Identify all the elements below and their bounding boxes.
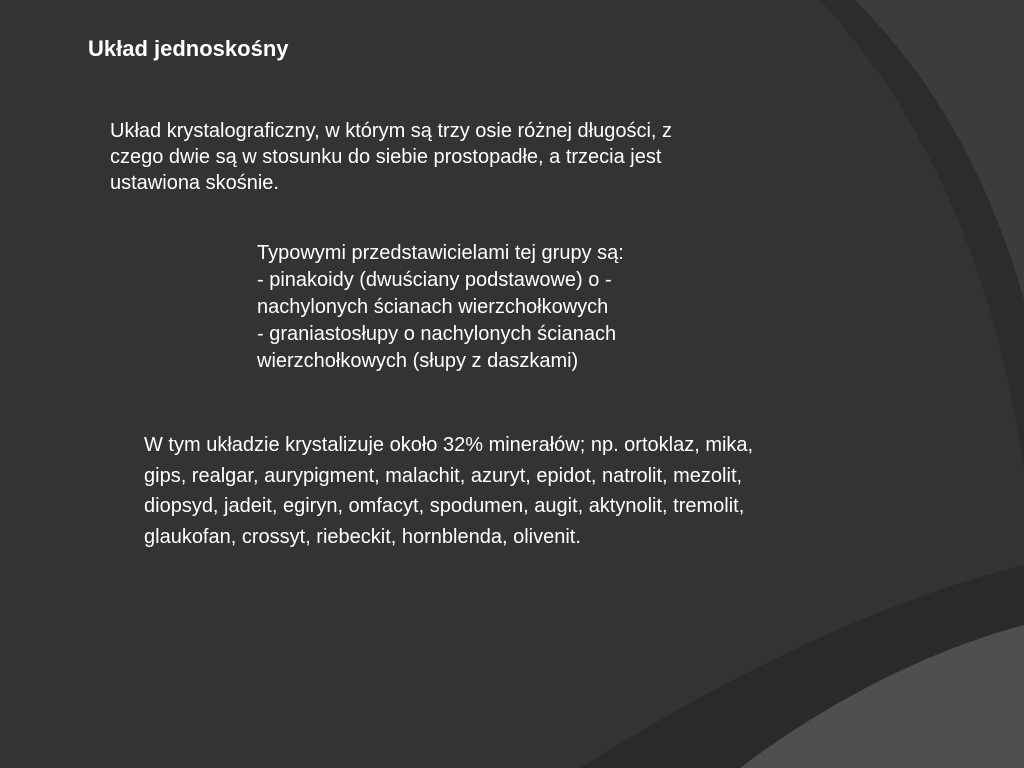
minerals-line: gips, realgar, aurypigment, malachit, azuryt, epidot, natrolit, mezolit, [144,464,743,487]
minerals-line: glaukofan, crossyt, riebeckit, hornblenda, olivenit. [144,525,581,548]
definition-line: Układ krystalograficzny, w którym są trzy osie różnej długości, z [110,120,673,142]
representatives-line: nachylonych ścianach wierzchołkowych [257,296,609,318]
definition-paragraph [110,118,672,196]
representatives-paragraph [257,240,624,375]
minerals-paragraph [144,430,753,552]
representatives-line: - graniastosłupy o nachylonych ścianach [257,323,617,345]
slide-title: Układ jednoskośny [88,36,289,61]
minerals-line: diopsyd, jadeit, egiryn, omfacyt, spodumen, augit, aktynolit, tremolit, [144,495,745,517]
definition-line: ustawiona skośnie. [110,172,279,194]
representatives-line: wierzchołkowych (słupy z daszkami) [257,350,579,372]
representatives-line: - pinakoidy (dwuściany podstawowe) o - [257,269,612,291]
definition-line: czego dwie są w stosunku do siebie prostopadłe, a trzecia jest [110,146,662,168]
representatives-line: Typowymi przedstawicielami tej grupy są: [257,242,624,264]
minerals-line: W tym układzie krystalizuje około 32% minerałów; np. ortoklaz, mika, [144,434,754,456]
